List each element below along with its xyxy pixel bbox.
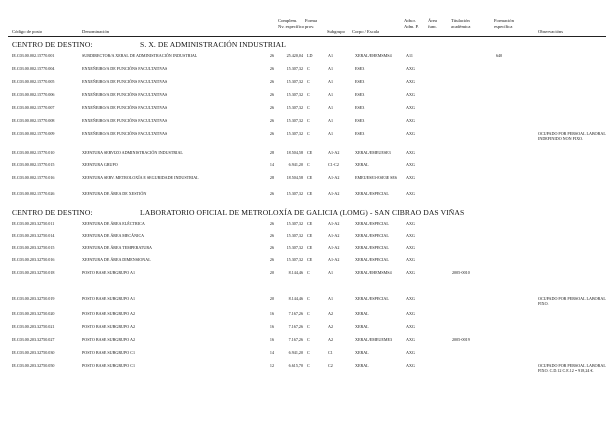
- cell-cp: XERAL/EHEMSMS4: [355, 270, 392, 275]
- cell-ce: 15.307,32: [286, 92, 303, 97]
- section-title: CENTRO DE DESTINO: LABORATORIO OFICIAL DE METROLOXÍA DE GALICIA (LOMG) - SAN CIBRAO DAS VIÑAS: [12, 208, 465, 217]
- cell-sg: A1-A2: [328, 221, 340, 226]
- cell-ce: 25.420,04: [286, 53, 303, 58]
- header-denominacion: Denominación: [82, 29, 110, 34]
- cell-cp: ESE3: [355, 131, 365, 136]
- cell-nv: 28: [269, 175, 274, 180]
- cell-code: IE.C03.00.203.32750.020: [12, 311, 55, 316]
- cell-sg: A1: [328, 53, 334, 58]
- cell-code: IE.C03.00.002.15770.004: [12, 66, 55, 71]
- cell-code: IE.C03.00.002.15770.016: [12, 175, 55, 180]
- cell-fp: C: [307, 296, 310, 301]
- header-subgrupo: Subgrupo: [327, 29, 345, 34]
- cell-sg: A1-A2: [328, 245, 340, 250]
- cell-code: IE.C03.00.203.32750.011: [12, 221, 55, 226]
- cell-code: IE.C03.00.203.32750.050: [12, 363, 55, 368]
- cell-ce: 15.307,32: [286, 233, 303, 238]
- cell-code: IE.C03.00.002.15770.006: [12, 92, 55, 97]
- cell-den: XEFATURA DE ÁREA TEMPERATURA: [82, 245, 153, 250]
- cell-fp: C: [307, 350, 310, 355]
- cell-sg: A1: [328, 66, 334, 71]
- cell-nv: 26: [269, 257, 274, 262]
- cell-sg: A2: [328, 311, 334, 316]
- cell-adx: AXG: [406, 131, 415, 136]
- cell-den: XEFATURA DE ÁREA ELÉCTRICA: [82, 221, 145, 226]
- cell-ce: 15.307,32: [286, 79, 303, 84]
- cell-code: IE.C03.00.203.32750.019: [12, 296, 55, 301]
- cell-cp: EMEUESE3-ESE3E SE6: [355, 175, 397, 180]
- cell-fe: 640: [496, 53, 503, 58]
- cell-nv: 26: [269, 221, 274, 226]
- cell-ce: 15.307,32: [286, 131, 303, 136]
- cell-den: XEFATURA SERVIZO ADMINISTRACIÓN INDUSTRIAL: [82, 150, 183, 155]
- cell-nv: 26: [269, 131, 274, 136]
- cell-code: IE.C03.00.002.15770.007: [12, 105, 55, 110]
- cell-code: IE.C03.00.002.15770.001: [12, 53, 55, 58]
- cell-den: XEFATURA GRUPO: [82, 162, 118, 167]
- cell-fp: C: [307, 105, 310, 110]
- cell-nv: 26: [269, 105, 274, 110]
- cell-cp: ESE3: [355, 118, 365, 123]
- cell-cp: XERAL/ESPECIAL: [355, 257, 389, 262]
- cell-adx: AXG: [406, 105, 415, 110]
- cell-ce: 15.307,32: [286, 118, 303, 123]
- header-observacions: Observacións: [538, 29, 564, 34]
- cell-nv: 16: [269, 311, 274, 316]
- cell-adx: AXG: [406, 66, 415, 71]
- cell-adx: AXG: [406, 118, 415, 123]
- cell-sg: A1-A2: [328, 257, 340, 262]
- header-formacion: Formación específica: [494, 18, 514, 29]
- cell-fp: CE: [307, 175, 313, 180]
- cell-cp: ESE3: [355, 66, 365, 71]
- cell-ce: 18.504,58: [286, 175, 303, 180]
- cell-nv: 28: [269, 150, 274, 155]
- cell-code: IE.C03.00.002.15770.010: [12, 150, 55, 155]
- header-forma: Forma prov.: [305, 18, 317, 29]
- cell-code: IE.C03.00.203.32750.030: [12, 350, 55, 355]
- cell-den: POSTO BASE SUBGRUPO A1: [82, 270, 136, 275]
- cell-obs: OCUPADO POR PERSOAL LABORAL FIXO.: [538, 296, 606, 306]
- cell-sg: A1-A2: [328, 150, 340, 155]
- cell-adx: AXG: [406, 350, 415, 355]
- cell-ce: 18.504,58: [286, 150, 303, 155]
- cell-ce: 6.941,20: [288, 162, 303, 167]
- cell-den: ENXEÑEIRO/A DE FUNCIÓNS FACULTATIVAS: [82, 131, 168, 136]
- cell-nv: 26: [269, 79, 274, 84]
- cell-nv: 14: [269, 350, 274, 355]
- cell-adx: AXG: [406, 270, 415, 275]
- cell-obs: OCUPADO POR PERSOAL LABORAL INDEFINIDO NON FIXO.: [538, 131, 606, 141]
- cell-adx: AXG: [406, 257, 415, 262]
- cell-nv: 26: [269, 233, 274, 238]
- cell-cp: XERAL: [355, 162, 369, 167]
- cell-cp: ESE3: [355, 79, 365, 84]
- cell-ce: 6.615,70: [288, 363, 303, 368]
- cell-code: IE.C03.00.203.32750.027: [12, 337, 55, 342]
- cell-den: POSTO BASE SUBGRUPO C1: [82, 363, 136, 368]
- cell-den: ENXEÑEIRO/A DE FUNCIÓNS FACULTATIVAS: [82, 118, 168, 123]
- cell-fp: C: [307, 79, 310, 84]
- cell-den: ENXEÑEIRO/A DE FUNCIÓNS FACULTATIVAS: [82, 105, 168, 110]
- cell-sg: A1: [328, 270, 334, 275]
- cell-adx: AXG: [406, 324, 415, 329]
- header-rule: [8, 36, 606, 37]
- cell-nv: 16: [269, 337, 274, 342]
- cell-adx: AXG: [406, 79, 415, 84]
- cell-cp: XERAL/ESPECIAL: [355, 233, 389, 238]
- cell-nv: 20: [269, 270, 274, 275]
- cell-code: IE.C03.00.002.15770.015: [12, 162, 55, 167]
- cell-fp: CE: [307, 150, 313, 155]
- cell-fp: CE: [307, 245, 313, 250]
- cell-sg: A1: [328, 296, 334, 301]
- cell-code: IE.C03.00.002.15770.008: [12, 118, 55, 123]
- cell-code: IE.C03.00.203.32750.018: [12, 270, 55, 275]
- cell-adx: AXG: [406, 233, 415, 238]
- cell-adx: AXG: [406, 175, 415, 180]
- cell-adx: AXG: [406, 296, 415, 301]
- cell-ce: 6.941,20: [288, 350, 303, 355]
- cell-code: IE.C03.00.002.15770.009: [12, 131, 55, 136]
- cell-adx: AXG: [406, 162, 415, 167]
- cell-sg: A1: [328, 79, 334, 84]
- cell-sg: A1: [328, 92, 334, 97]
- cell-nv: 26: [269, 53, 274, 58]
- cell-sg: A1-A2: [328, 191, 340, 196]
- cell-fp: C: [307, 311, 310, 316]
- cell-fp: C: [307, 270, 310, 275]
- cell-ce: 8.144,46: [288, 270, 303, 275]
- cell-obs: OCUPADO POR PERSOAL LABORAL FIXO. C.D.12 C.E.12 = 918,24 €.: [538, 363, 606, 373]
- cell-nv: 26: [269, 92, 274, 97]
- cell-ce: 8.144,46: [288, 296, 303, 301]
- cell-ce: 15.307,32: [286, 245, 303, 250]
- cell-ce: 15.307,32: [286, 221, 303, 226]
- cell-den: POSTO BASE SUBGRUPO A2: [82, 337, 136, 342]
- cell-den: XEFATURA DE ÁREA MECÁNICA: [82, 233, 145, 238]
- cell-nv: 12: [269, 363, 274, 368]
- cell-cp: XERAL/EMEUESE3: [355, 150, 391, 155]
- cell-sg: A2: [328, 324, 334, 329]
- cell-fp: C: [307, 337, 310, 342]
- header-titulacion: Titulación académica: [451, 18, 471, 29]
- cell-adx: AXG: [406, 191, 415, 196]
- cell-sg: A1: [328, 105, 334, 110]
- cell-cp: ESE3: [355, 105, 365, 110]
- cell-den: ENXEÑEIRO/A DE FUNCIÓNS FACULTATIVAS: [82, 66, 168, 71]
- cell-adx: AXG: [406, 92, 415, 97]
- header-area: Área func.: [428, 18, 438, 29]
- cell-den: POSTO BASE SUBGRUPO C1: [82, 350, 136, 355]
- cell-adx: AXG: [406, 337, 415, 342]
- cell-adx: AXG: [406, 150, 415, 155]
- cell-den: POSTO BASE SUBGRUPO A2: [82, 324, 136, 329]
- cell-fp: LD: [307, 53, 313, 58]
- cell-adx: AXG: [406, 221, 415, 226]
- cell-code: IE.C03.00.203.32750.014: [12, 233, 55, 238]
- cell-adx: AXG: [406, 245, 415, 250]
- cell-cp: XERAL: [355, 363, 369, 368]
- cell-sg: A1: [328, 118, 334, 123]
- cell-ce: 15.307,32: [286, 105, 303, 110]
- cell-ce: 15.307,32: [286, 257, 303, 262]
- cell-den: SUBDIRECTOR/A XERAL DE ADMINISTRACIÓN INDUSTRIAL: [82, 53, 198, 58]
- cell-cp: XERAL/ESPECIAL: [355, 245, 389, 250]
- cell-den: POSTO BASE SUBGRUPO A1: [82, 296, 136, 301]
- cell-cp: XERAL: [355, 324, 369, 329]
- cell-den: XEFATURA DE ÁREA DE XESTIÓN: [82, 191, 147, 196]
- cell-code: IE.C03.00.002.15770.005: [12, 79, 55, 84]
- cell-cp: XERAL: [355, 311, 369, 316]
- cell-nv: 26: [269, 245, 274, 250]
- cell-code: IE.C03.00.203.32750.021: [12, 324, 55, 329]
- cell-fp: C: [307, 92, 310, 97]
- cell-fp: C: [307, 66, 310, 71]
- section-title: CENTRO DE DESTINO: S. X. DE ADMINISTRACIÓN INDUSTRIAL: [12, 40, 286, 49]
- cell-cp: XERAL/ESPECIAL: [355, 296, 389, 301]
- cell-den: ENXEÑEIRO/A DE FUNCIÓNS FACULTATIVAS: [82, 92, 168, 97]
- cell-fp: C: [307, 162, 310, 167]
- cell-cp: XERAL/ESPECIAL: [355, 191, 389, 196]
- header-corpo: Corpo / Escala: [352, 29, 380, 34]
- cell-nv: 26: [269, 118, 274, 123]
- cell-nv: 16: [269, 324, 274, 329]
- header-codigo: Código de posto: [12, 29, 43, 34]
- header-adscr: Adscr. Adm. P.: [404, 18, 419, 29]
- cell-nv: 26: [269, 66, 274, 71]
- cell-fp: CE: [307, 257, 313, 262]
- cell-ce: 7.167,26: [288, 337, 303, 342]
- cell-sg: A1-A2: [328, 175, 340, 180]
- cell-nv: 20: [269, 296, 274, 301]
- cell-fp: CE: [307, 221, 313, 226]
- cell-sg: C1-C2: [328, 162, 339, 167]
- cell-adx: AXG: [406, 363, 415, 368]
- cell-fp: CE: [307, 233, 313, 238]
- cell-adx: A11: [406, 53, 413, 58]
- cell-nv: 14: [269, 162, 274, 167]
- cell-sg: A2: [328, 337, 334, 342]
- cell-cp: XERAL/ESPECIAL: [355, 221, 389, 226]
- cell-cp: XERAL: [355, 350, 369, 355]
- cell-code: IE.C03.00.203.32750.016: [12, 257, 55, 262]
- cell-sg: A1: [328, 131, 334, 136]
- cell-den: POSTO BASE SUBGRUPO A2: [82, 311, 136, 316]
- cell-tit: 2005-0019: [452, 337, 470, 342]
- cell-den: ENXEÑEIRO/A DE FUNCIÓNS FACULTATIVAS: [82, 79, 168, 84]
- cell-cp: ESE3: [355, 92, 365, 97]
- cell-ce: 15.307,32: [286, 191, 303, 196]
- cell-code: IE.C03.00.203.32750.015: [12, 245, 55, 250]
- cell-fp: C: [307, 118, 310, 123]
- cell-fp: C: [307, 363, 310, 368]
- cell-ce: 15.307,32: [286, 66, 303, 71]
- cell-tit: 2005-0010: [452, 270, 470, 275]
- cell-ce: 7.167,26: [288, 324, 303, 329]
- header-nv: Nv.: [278, 23, 285, 29]
- cell-adx: AXG: [406, 311, 415, 316]
- cell-den: XEFATURA DE ÁREA DIMENSIONAL: [82, 257, 151, 262]
- header-ce: Complem. Nv. específico: [278, 18, 305, 29]
- cell-fp: CE: [307, 191, 313, 196]
- cell-code: IE.C03.00.002.15770.026: [12, 191, 55, 196]
- cell-nv: 26: [269, 191, 274, 196]
- cell-fp: C: [307, 131, 310, 136]
- cell-sg: C1: [328, 350, 333, 355]
- cell-den: XEFATURA SERV. METROLOXÍA E SEGURIDADE INDUSTRIAL: [82, 175, 199, 180]
- cell-sg: A1-A2: [328, 233, 340, 238]
- cell-cp: XERAL/EMEUEME3: [355, 337, 393, 342]
- cell-fp: C: [307, 324, 310, 329]
- cell-ce: 7.167,26: [288, 311, 303, 316]
- cell-sg: C2: [328, 363, 333, 368]
- cell-cp: XERAL/EHEMSMS4: [355, 53, 392, 58]
